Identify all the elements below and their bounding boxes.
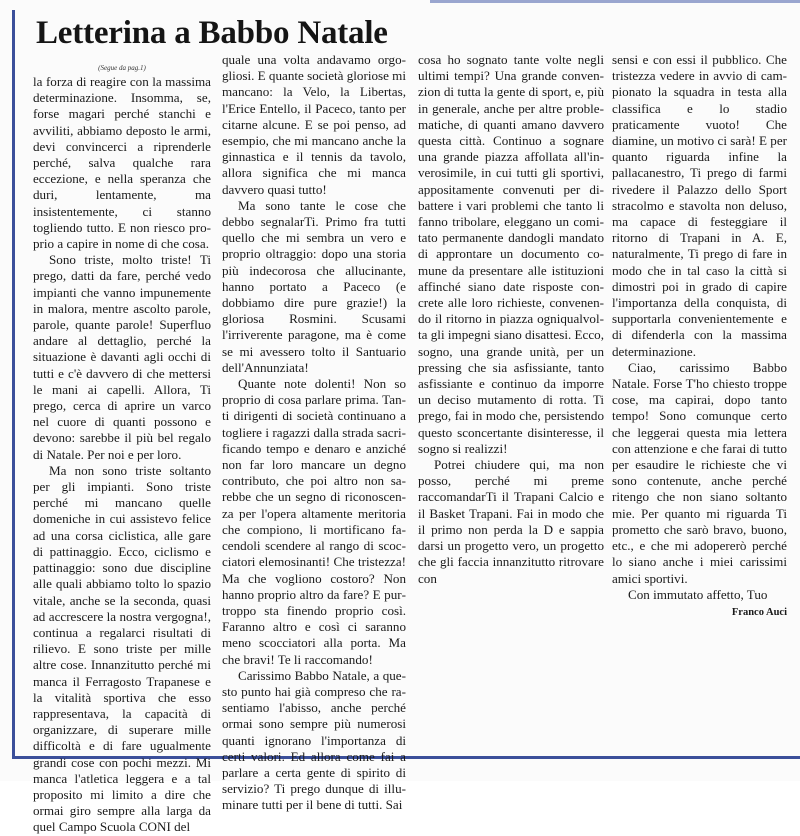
- article-column-1: [33, 64, 211, 835]
- paragraph: Ma non sono triste soltanto per gli impianti. Sono triste perché mi mancano quelle domeniche in cui assistevo felice ad una corsa ciclistica, alle gare di pattinaggio. Ecco, ciclismo e pattinaggio: sono due discipline alle quali abbiamo tolto lo spazio vitale, anche se la seconda, quasi ad accrescere la nostra vergogna!, continua a regalarci risultati di rilievo. E sono triste per mille altre cose. Innanzitutto perché mi manca il Ferragosto Trapanese e la vitalità sportiva che esso rappresentava, la capacità di organizzare, di superare mille difficoltà e di fare ugualmente grandi cose con pochi mezzi. Mi manca l'atletica leggera e a tal proposito mi limito a dire che ormai giro sempre alla larga da quel Campo Scuola CONI del: [33, 462, 211, 835]
- paragraph: la forza di reagire con la massima determinazione. Insomma, se, forse magari perché stanchi e avviliti, abbiamo deposto le armi, devi convincerci a riprenderle perché, salva qualche rara eccezione, e nella speranza che duri, lentamente, ma insistentemente, ci stanno togliendo tutto. E non riesco proprio a capire in nome di che cosa.: [33, 74, 211, 252]
- paragraph: sensi e con essi il pubblico. Che tristezza vedere in avvio di campionato la squadra in testa alla classifica e lo stadio praticamente vuoto! Che diamine, un motivo ci sarà! E per quanto riguarda infine la pallacanestro, Ti prego di farmi rivedere il Palazzo dello Sport stracolmo e stavolta non deluso, ma capace di festeggiare il ritorno di Trapani in A. E, naturalmente, Ti prego di fare in modo che in tal caso la città si dimostri poi in grado di capire l'importanza della conquista, di supportarla convenientemente e di difenderla con la massima determinazione.: [612, 52, 787, 359]
- paragraph: Carissimo Babbo Natale, a questo punto hai già compreso che rasentiamo l'abisso, anche perché ormai sono sempre più numerosi quanti ignorano l'importanza di certi valori. Ed allora come fai a parlare a certa gente di spirito di servizio? Ti prego dunque di illuminare tutti per il bene di tutti. Sai: [222, 667, 406, 813]
- paragraph: Ciao, carissimo Babbo Natale. Forse T'ho chiesto troppe cose, ma capirai, dopo tanto tempo! Sono comunque certo che leggerai questa mia lettera con attenzione e che farai di tutto per esaudire le richieste che vi sono contenute, anche perché ritengo che non siano soltanto mie. Per quanto mi riguarda Ti prometto che sarò bravo, buono, etc., e che mi adopererò perché lo siano anche i miei carissimi amici sportivi.: [612, 359, 787, 586]
- paragraph: Ma sono tante le cose che debbo segnalarTi. Primo fra tutti quello che mi sembra un vero e proprio oltraggio: dopo una storia più indecorosa che allucinante, hanno portato a Paceco (e dobbiamo dire pure grazie!) la gloriosa Rosmini. Scusami l'irriverente paragone, ma è come se mi avessero tolto il Santuario dell'Annunziata!: [222, 197, 406, 375]
- paragraph: Potrei chiudere qui, ma non posso, perché mi preme raccomandarTi il Trapani Calcio e il Basket Trapani. Fai in modo che il primo non perda la D e sappia darsi un progetto vero, un progetto che gli faccia innanzitutto ritrovare con: [418, 457, 604, 586]
- page-frame-top-border: [430, 0, 800, 3]
- paragraph: quale una volta andavamo orgogliosi. E quante società gloriose mi mancano: la Velo, la Libertas, l'Erice Entello, il Paceco, tanto per citarne alcune. E se poi penso, ad esempio, che mi mancano anche la ginnastica e il tennis da tavolo, allora significa che mi manca davvero quasi tutto!: [222, 52, 407, 197]
- author-signature: Franco Auci: [731, 606, 787, 618]
- article-column-4: [612, 52, 787, 742]
- paragraph: cosa ho sognato tante volte negli ultimi tempi? Una grande convenzion di tutta la gente di sport, e, più in generale, anche per altre problematiche, di quanti amano davvero questa città. Continuo a sognare una grande piazza affollata all'inverosimile, in cui tutti gli sportivi, appositamente convenuti per dibattere i vari problemi che tanto li fanno tribolare, eleggano un comitato permanente dandogli mandato di approntare un documento comune da presentare alle istituzioni affinché siano date risposte concrete alle loro richieste, convenendo il ritorno in piazza ogniqualvolta gli impegni siano disattesi. Ecco, sogno, una grande unità, per un pressing che sia asfissiante, tanto asfissiante e continuo da imporre un deciso mutamento di rotta. Ti prego, fai in modo che, persistendo questo sconcertante disinteresse, il sogno si realizzi!: [418, 52, 604, 456]
- paragraph: Quante note dolenti! Non so proprio di cosa parlare prima. Tanti dirigenti di società continuano a togliere i ragazzi dalla strada sacrificando tempo e denaro e anziché non far loro mancare un degno contributo, che poi altro non sarebbe che un segno di riconoscenza per l'opera altamente meritoria che compiono, li mortificano facendoli scendere al rango di scocciatori elemosinanti! Che tristezza! Ma che vogliono costoro? Non hanno proprio altro da fare? E purtroppo sta finendo proprio così. Faranno altro e così ci saranno meno scocciatori alla porta. Ma che bravi! Te li raccomando!: [222, 376, 406, 667]
- article-column-2: [222, 52, 407, 813]
- closing-line: Con immutato affetto, Tuo: [628, 586, 768, 602]
- article-column-3: [418, 52, 604, 742]
- page-frame-left-border: [12, 10, 15, 758]
- continued-from-note: (Segue da pag.1): [98, 64, 146, 72]
- article-title: Letterina a Babbo Natale: [36, 15, 388, 51]
- paragraph: Sono triste, molto triste! Ti prego, datti da fare, perché vedo impianti che vanno impunemente in malora, mentre ascolto parole, parole, quante parole! Superfluo andare al dettaglio, perché la situazione è davanti agli occhi di tutti e c'è davvero di che mettersi le mani ai capelli. Allora, Ti prego, cerca di aprire un varco nel cuore di quanti possono e devono: sarebbe il più bel regalo di Natale. Per noi e per loro.: [33, 252, 211, 462]
